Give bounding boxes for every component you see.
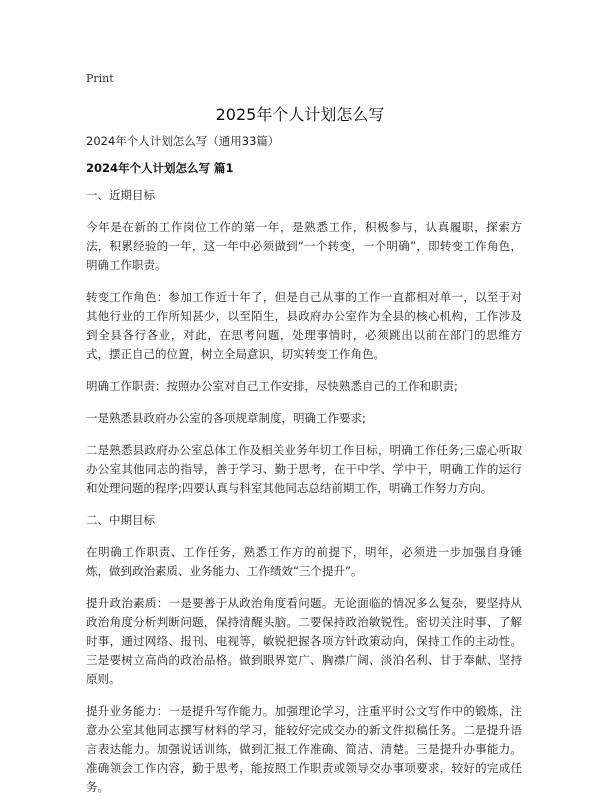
document-subtitle: 2024年个人计划怎么写（通用33篇） (86, 134, 280, 148)
paragraph-political-quality: 提升政治素质：一是要善于从政治角度看问题。无论面临的情况多么复杂，要坚持从政治角度分析判断问题，保持清醒头脑。二要保持政治敏锐性。密切关注时事、了解时事，通过网络、报刊、电视等，敏锐把握各项方针政策动向，保持工作的主动性。三是要树立高尚的政治品格。做到眼界宽广、胸襟广阔、淡泊名利、甘于奉献、坚持原则。 (86, 596, 522, 686)
paragraph-clarify-duties: 明确工作职责：按照办公室对自己工作安排，尽快熟悉自己的工作和职责; (86, 379, 458, 393)
paragraph-business-ability: 提升业务能力：一是提升写作能力。加强理论学习，注重平时公文写作中的锻炼，注意办公室其他同志撰写材料的学习，能较好完成交办的新文件拟稿任务。二是提升语言表达能力。加强说话训练，做到汇报工作准确、简洁、清楚。三是提升办事能力。准确领会工作内容，勤于思考，能按照工作职责或领导交办事项要求，较好的完成任务。 (86, 704, 522, 794)
paragraph-rules: 一是熟悉县政府办公室的各项规章制度，明确工作要求; (86, 411, 366, 425)
section-heading: 2024年个人计划怎么写 篇1 (86, 161, 234, 175)
paragraph-three-improvements: 在明确工作职责、工作任务，熟悉工作方的前提下，明年，必须进一步加强自身锤炼，做到政治素质、业务能力、工作绩效“三个提升”。 (86, 545, 522, 578)
paragraph-intro: 今年是在新的工作岗位工作的第一年，是熟悉工作，积极参与，认真履职，探索方法，积累经验的一年，这一年中必须做到“一个转变，一个明确”，即转变工作角色，明确工作职责。 (86, 220, 522, 272)
paragraph-near-term-heading: 一、近期目标 (86, 188, 155, 202)
print-link[interactable]: Print (86, 72, 114, 85)
document-body (86, 186, 522, 810)
page-title: 2025年个人计划怎么写 (215, 105, 385, 124)
paragraph-overall-work: 二是熟悉县政府办公室总体工作及相关业务年切工作目标，明确工作任务;三虚心听取办公室其他同志的指导，善于学习、勤于思考，在干中学、学中干，明确工作的运行和处理问题的程序;四要认真与科室其他同志总结前期工作，明确工作努力方向。 (86, 443, 522, 495)
paragraph-role-change: 转变工作角色：参加工作近十年了，但是自己从事的工作一直都相对单一，以至于对其他行业的工作所知甚少，以至陌生，县政府办公室作为全县的核心机构，工作涉及到全县各行各业，对此，在思考问题，处理事情时，必须跳出以前在部门的思维方式，摆正自己的位置，树立全局意识，切实转变工作角色。 (86, 290, 522, 361)
paragraph-mid-term-heading: 二、中期目标 (86, 513, 155, 527)
